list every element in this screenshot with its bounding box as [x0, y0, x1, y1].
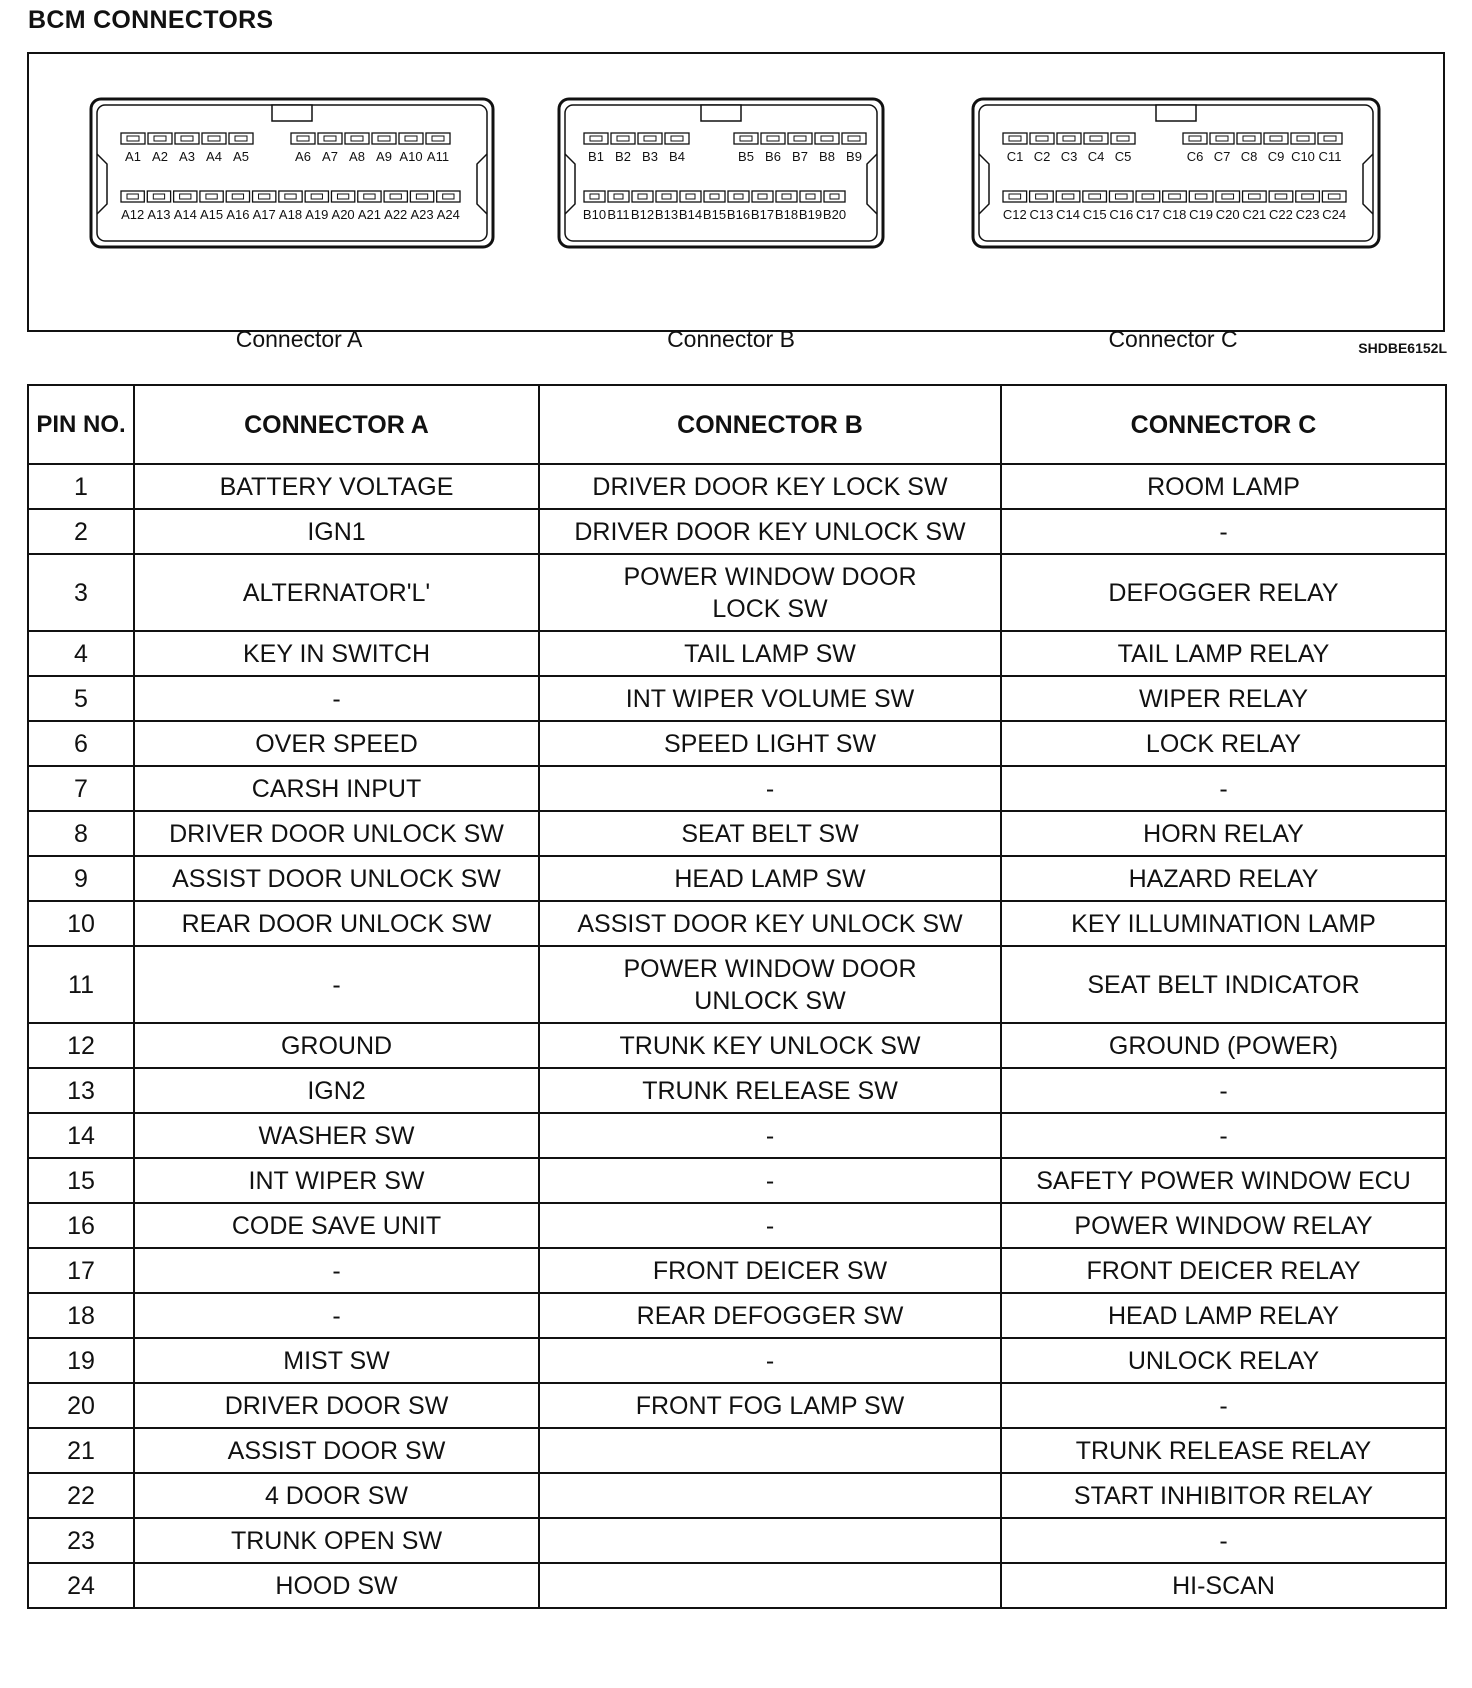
table-row [28, 631, 1446, 676]
table-header-row [28, 385, 1446, 464]
connector-a-pin-label: A17 [252, 207, 276, 222]
connector-c-pin-label: C10 [1291, 149, 1315, 164]
connector-c-pin-cavity [1322, 191, 1346, 202]
connector-c-pin-cavity [1189, 191, 1213, 202]
connector-a-pin-label: A23 [410, 207, 434, 222]
connector-b-pin-cavity [752, 191, 773, 202]
connector-b-pin-cavity [638, 133, 662, 144]
connector-c-pin-label: C13 [1029, 207, 1054, 222]
connector-b-pin-cavity [728, 191, 749, 202]
connector-a-pin-cavity [200, 191, 223, 202]
connector-c-pin-label: C6 [1186, 149, 1204, 164]
connector-b-pin-label: B13 [654, 207, 679, 222]
connector-c-cell: TAIL LAMP RELAY [1001, 631, 1446, 676]
connector-b-pin-label: B1 [588, 149, 604, 164]
connector-c-pin-label: C7 [1213, 149, 1231, 164]
connector-a-pin-cavity [147, 191, 170, 202]
connector-c-pin-cavity [1109, 191, 1133, 202]
connector-b-cell: ASSIST DOOR KEY UNLOCK SW [539, 901, 1001, 946]
connector-a-left-key [97, 154, 107, 214]
connector-b-cell: - [539, 1338, 1001, 1383]
connector-c-pin-cavity [1084, 133, 1108, 144]
table-row [28, 509, 1446, 554]
connector-a-pin-cavity [305, 191, 328, 202]
connector-c-pin-cavity [1003, 133, 1027, 144]
connector-a-cell: DRIVER DOOR UNLOCK SW [134, 811, 539, 856]
connector-c-cell: GROUND (POWER) [1001, 1023, 1446, 1068]
table-row [28, 676, 1446, 721]
pin-cell: 19 [28, 1338, 134, 1383]
connector-c-pin-label: C12 [1002, 207, 1027, 222]
header-connector-a: CONNECTOR A [134, 385, 539, 464]
pin-cell: 24 [28, 1563, 134, 1608]
connector-c-pin-cavity [1269, 191, 1293, 202]
connector-c-cell: HORN RELAY [1001, 811, 1446, 856]
table-row [28, 811, 1446, 856]
connector-c-pin-cavity [1183, 133, 1207, 144]
connector-a-pin-label: A19 [305, 207, 329, 222]
figure-code: SHDBE6152L [1358, 340, 1447, 356]
connector-b-pin-label: B3 [642, 149, 658, 164]
connector-b-pin-cavity [800, 191, 821, 202]
connector-a-pin-label: A10 [399, 149, 423, 164]
connector-a-cell: CODE SAVE UNIT [134, 1203, 539, 1248]
connector-c-cell: UNLOCK RELAY [1001, 1338, 1446, 1383]
connector-a-pin-label: A13 [147, 207, 171, 222]
connector-c-pin-cavity [1210, 133, 1234, 144]
table-row [28, 1383, 1446, 1428]
connector-b-pin-label: B11 [607, 207, 630, 222]
connector-b-cell: FRONT FOG LAMP SW [539, 1383, 1001, 1428]
connector-a-cell: TRUNK OPEN SW [134, 1518, 539, 1563]
connector-a-cell: 4 DOOR SW [134, 1473, 539, 1518]
connector-b-pin-cavity [656, 191, 677, 202]
pin-cell: 22 [28, 1473, 134, 1518]
pin-cell: 2 [28, 509, 134, 554]
connector-c-pin-label: C1 [1006, 149, 1024, 164]
connector-c-pin-label: C24 [1322, 207, 1347, 222]
connector-c-pin-label: C11 [1318, 149, 1342, 164]
connector-b-cell: POWER WINDOW DOOR UNLOCK SW [539, 946, 1001, 1023]
connector-b-pin-label: B20 [822, 207, 847, 222]
pin-cell: 21 [28, 1428, 134, 1473]
connector-c-cell: - [1001, 766, 1446, 811]
connector-a-cell: GROUND [134, 1023, 539, 1068]
connector-a-cell: - [134, 676, 539, 721]
table-row [28, 766, 1446, 811]
connector-a-pin-label: A8 [349, 149, 365, 164]
connector-c-cell: HI-SCAN [1001, 1563, 1446, 1608]
table-row [28, 1338, 1446, 1383]
connector-a-pin-label: A16 [226, 207, 250, 222]
connector-c-right-key [1363, 154, 1373, 214]
connector-b-cell: TAIL LAMP SW [539, 631, 1001, 676]
connector-c-pin-label: C2 [1033, 149, 1051, 164]
connector-a-cell: HOOD SW [134, 1563, 539, 1608]
connector-c-pin-label: C16 [1109, 207, 1134, 222]
connector-a-pin-cavity [372, 133, 396, 144]
connector-a-pin-cavity [384, 191, 407, 202]
connector-b-pin-label: B8 [819, 149, 835, 164]
connector-b-pin-label: B10 [582, 207, 607, 222]
connector-b-pin-cavity [608, 191, 629, 202]
connector-a-pin-label: A18 [278, 207, 303, 222]
connector-a-cell: MIST SW [134, 1338, 539, 1383]
connector-a-cell: OVER SPEED [134, 721, 539, 766]
connector-b-pin-label: B17 [750, 207, 775, 222]
connector-a-pin-cavity [253, 191, 276, 202]
connector-c-latch [1156, 105, 1196, 121]
connector-c-cell: FRONT DEICER RELAY [1001, 1248, 1446, 1293]
table-row [28, 721, 1446, 766]
connector-c-pin-cavity [1030, 133, 1054, 144]
connector-a-pin-label: A12 [121, 207, 145, 222]
connector-b-pin-cavity [584, 133, 608, 144]
connector-b-pin-cavity [761, 133, 785, 144]
connector-a-label: Connector A [235, 326, 363, 352]
connector-c-pin-label: C5 [1114, 149, 1132, 164]
pin-cell: 17 [28, 1248, 134, 1293]
connector-a-right-key [477, 154, 487, 214]
connector-a-pin-cavity [148, 133, 172, 144]
connector-b-cell: FRONT DEICER SW [539, 1248, 1001, 1293]
connector-c-pin-cavity [1136, 191, 1160, 202]
connector-a-pin-label: A4 [206, 149, 222, 164]
connector-b-cell: POWER WINDOW DOOR LOCK SW [539, 554, 1001, 631]
pin-cell: 20 [28, 1383, 134, 1428]
connector-b-pin-label: B6 [765, 149, 781, 164]
table-row [28, 946, 1446, 1023]
connector-c-pin-label: C8 [1240, 149, 1258, 164]
connector-b-pin-cavity [611, 133, 635, 144]
pin-cell: 16 [28, 1203, 134, 1248]
connector-c-pin-label: C3 [1060, 149, 1078, 164]
connector-a-pin-cavity [291, 133, 315, 144]
connector-a-pin-label: A14 [173, 207, 197, 222]
connector-b-pin-cavity [776, 191, 797, 202]
connector-c-pin-cavity [1163, 191, 1187, 202]
connector-a-pin-label: A2 [152, 149, 168, 164]
pin-cell: 15 [28, 1158, 134, 1203]
connector-b-pin-cavity [704, 191, 725, 202]
connector-a-pin-cavity [121, 191, 144, 202]
connector-a-cell: - [134, 1293, 539, 1338]
connector-a-pin-cavity [318, 133, 342, 144]
connector-b-cell: - [539, 766, 1001, 811]
connector-b-right-key [867, 154, 877, 214]
connector-c-pin-cavity [1003, 191, 1027, 202]
connector-b-cell: SEAT BELT SW [539, 811, 1001, 856]
connector-a-cell: KEY IN SWITCH [134, 631, 539, 676]
connector-c-cell: WIPER RELAY [1001, 676, 1446, 721]
connector-c-pin-cavity [1111, 133, 1135, 144]
connector-c-cell: POWER WINDOW RELAY [1001, 1203, 1446, 1248]
pin-cell: 10 [28, 901, 134, 946]
connector-a-pin-label: A5 [233, 149, 249, 164]
connector-c-left-key [979, 154, 989, 214]
connector-a-cell: WASHER SW [134, 1113, 539, 1158]
table-row [28, 1473, 1446, 1518]
table-row [28, 1518, 1446, 1563]
connector-a-cell: INT WIPER SW [134, 1158, 539, 1203]
table-row [28, 1563, 1446, 1608]
connector-c-cell: LOCK RELAY [1001, 721, 1446, 766]
connector-a-pin-label: A1 [125, 149, 141, 164]
connector-a-cell: DRIVER DOOR SW [134, 1383, 539, 1428]
connector-a-pin-cavity [226, 191, 249, 202]
pin-cell: 11 [28, 946, 134, 1023]
table-row [28, 1428, 1446, 1473]
connector-c-pin-label: C23 [1295, 207, 1320, 222]
connector-b-pin-cavity [815, 133, 839, 144]
connector-a-pin-label: A9 [376, 149, 392, 164]
connector-c-pin-label: C14 [1056, 207, 1080, 222]
connector-c-pin-cavity [1291, 133, 1315, 144]
connector-a-cell: REAR DOOR UNLOCK SW [134, 901, 539, 946]
connector-b-cell: HEAD LAMP SW [539, 856, 1001, 901]
connector-c-label: Connector C [1108, 326, 1238, 352]
connector-a-pin-label: A6 [295, 149, 311, 164]
pin-cell: 14 [28, 1113, 134, 1158]
connector-b-cell [539, 1518, 1001, 1563]
table-row [28, 554, 1446, 631]
connector-c-pin-cavity [1056, 191, 1080, 202]
connector-a-pin-cavity [358, 191, 381, 202]
connector-c-pin-cavity [1243, 191, 1267, 202]
connector-c-cell: - [1001, 509, 1446, 554]
connector-b-pin-label: B2 [615, 149, 631, 164]
pin-cell: 3 [28, 554, 134, 631]
connector-b-pin-label: B18 [774, 207, 799, 222]
connector-c-pin-cavity [1237, 133, 1261, 144]
connector-a-pin-cavity [410, 191, 433, 202]
connector-b-pin-label: B19 [798, 207, 823, 222]
connector-b-pin-label: B14 [678, 207, 703, 222]
connector-b-pin-cavity [788, 133, 812, 144]
connector-b-cell: - [539, 1158, 1001, 1203]
connector-c-pin-label: C17 [1135, 207, 1160, 222]
connector-c-pin-cavity [1216, 191, 1240, 202]
header-connector-c: CONNECTOR C [1001, 385, 1446, 464]
pin-cell: 18 [28, 1293, 134, 1338]
connector-b-cell: TRUNK KEY UNLOCK SW [539, 1023, 1001, 1068]
connector-b-cell: REAR DEFOGGER SW [539, 1293, 1001, 1338]
pin-table [27, 384, 1447, 1609]
connector-a-cell: ASSIST DOOR UNLOCK SW [134, 856, 539, 901]
connector-b-pin-cavity [632, 191, 653, 202]
connector-c-pin-cavity [1030, 191, 1054, 202]
table-row [28, 1203, 1446, 1248]
connector-a-pin-cavity [229, 133, 253, 144]
connector-c-cell: - [1001, 1068, 1446, 1113]
connector-a-cell: BATTERY VOLTAGE [134, 464, 539, 509]
connector-a-cell: ASSIST DOOR SW [134, 1428, 539, 1473]
connector-b-pin-label: B15 [702, 207, 727, 222]
page-title: BCM CONNECTORS [28, 6, 274, 34]
pin-cell: 4 [28, 631, 134, 676]
connector-a-latch [272, 105, 312, 121]
connector-b-cell: DRIVER DOOR KEY LOCK SW [539, 464, 1001, 509]
connector-a-pin-cavity [399, 133, 423, 144]
connector-a-pin-label: A11 [426, 149, 450, 164]
pin-cell: 7 [28, 766, 134, 811]
pin-cell: 6 [28, 721, 134, 766]
connector-a-pin-label: A15 [200, 207, 224, 222]
connector-b-pin-label: B4 [669, 149, 685, 164]
pin-cell: 23 [28, 1518, 134, 1563]
connector-c-pin-label: C15 [1082, 207, 1107, 222]
connector-c-cell: START INHIBITOR RELAY [1001, 1473, 1446, 1518]
connector-c-pin-label: C4 [1087, 149, 1105, 164]
connector-b-pin-label: B9 [846, 149, 862, 164]
connector-a-pin-label: A7 [322, 149, 338, 164]
pin-cell: 8 [28, 811, 134, 856]
table-row [28, 1068, 1446, 1113]
connector-b-label: Connector B [667, 326, 795, 352]
connector-c-cell: DEFOGGER RELAY [1001, 554, 1446, 631]
connector-b-cell: SPEED LIGHT SW [539, 721, 1001, 766]
connector-a-pin-label: A3 [179, 149, 195, 164]
connector-a-cell: - [134, 1248, 539, 1293]
table-row [28, 856, 1446, 901]
connector-b-cell: - [539, 1203, 1001, 1248]
connector-a-pin-cavity [345, 133, 369, 144]
connector-b-pin-cavity [680, 191, 701, 202]
connector-c-pin-label: C19 [1189, 207, 1214, 222]
connector-a-pin-label: A22 [384, 207, 408, 222]
connector-a-pin-cavity [279, 191, 302, 202]
pin-cell: 9 [28, 856, 134, 901]
connector-a-pin-cavity [121, 133, 145, 144]
table-row [28, 1248, 1446, 1293]
connector-a-pin-cavity [202, 133, 226, 144]
connector-b-cell [539, 1473, 1001, 1518]
connector-b-cell [539, 1563, 1001, 1608]
connector-a-pin-label: A21 [357, 207, 381, 222]
pin-table-body [28, 464, 1446, 1608]
connector-c-pin-cavity [1083, 191, 1107, 202]
connector-a-pin-label: A24 [436, 207, 460, 222]
header-connector-b: CONNECTOR B [539, 385, 1001, 464]
connector-a-pin-cavity [174, 191, 197, 202]
connector-a-cell: IGN1 [134, 509, 539, 554]
pin-cell: 12 [28, 1023, 134, 1068]
connector-c-cell: - [1001, 1518, 1446, 1563]
connector-a-cell: ALTERNATOR'L' [134, 554, 539, 631]
pin-cell: 5 [28, 676, 134, 721]
connector-a-cell: IGN2 [134, 1068, 539, 1113]
connector-b-pin-cavity [584, 191, 605, 202]
connector-c-cell: - [1001, 1113, 1446, 1158]
connector-b-latch [701, 105, 741, 121]
connector-c-cell: TRUNK RELEASE RELAY [1001, 1428, 1446, 1473]
connector-c-cell: SAFETY POWER WINDOW ECU [1001, 1158, 1446, 1203]
connector-b-cell: INT WIPER VOLUME SW [539, 676, 1001, 721]
connector-a-cell: - [134, 946, 539, 1023]
pin-cell: 1 [28, 464, 134, 509]
connector-b-cell: - [539, 1113, 1001, 1158]
connector-b-pin-cavity [665, 133, 689, 144]
connector-a-cell: CARSH INPUT [134, 766, 539, 811]
connector-b-pin-label: B5 [738, 149, 754, 164]
connector-c-pin-cavity [1318, 133, 1342, 144]
table-row [28, 1158, 1446, 1203]
connector-b-left-key [565, 154, 575, 214]
connector-b-cell: DRIVER DOOR KEY UNLOCK SW [539, 509, 1001, 554]
connector-b-pin-label: B7 [792, 149, 808, 164]
connector-c-pin-cavity [1057, 133, 1081, 144]
connector-b-pin-label: B12 [630, 207, 655, 222]
connector-c-pin-label: C9 [1267, 149, 1285, 164]
table-row [28, 1113, 1446, 1158]
table-row [28, 464, 1446, 509]
connector-b-cell [539, 1428, 1001, 1473]
table-row [28, 1293, 1446, 1338]
connector-a-pin-cavity [426, 133, 450, 144]
connector-c-pin-label: C20 [1215, 207, 1240, 222]
connector-b-pin-cavity [824, 191, 845, 202]
connector-diagram-svg [29, 54, 1443, 330]
connector-b-cell: TRUNK RELEASE SW [539, 1068, 1001, 1113]
header-pin-no: PIN NO. [28, 385, 134, 464]
connector-b-pin-cavity [734, 133, 758, 144]
connector-c-pin-cavity [1264, 133, 1288, 144]
connector-a-pin-cavity [175, 133, 199, 144]
connector-c-cell: SEAT BELT INDICATOR [1001, 946, 1446, 1023]
connector-a-pin-label: A20 [331, 207, 355, 222]
connector-a-pin-cavity [331, 191, 354, 202]
connector-c-pin-cavity [1296, 191, 1320, 202]
connector-c-cell: HAZARD RELAY [1001, 856, 1446, 901]
connector-a-pin-cavity [437, 191, 460, 202]
connector-c-pin-label: C18 [1162, 207, 1187, 222]
connector-c-cell: - [1001, 1383, 1446, 1428]
connector-c-cell: KEY ILLUMINATION LAMP [1001, 901, 1446, 946]
connector-c-pin-label: C21 [1242, 207, 1267, 222]
connector-c-cell: ROOM LAMP [1001, 464, 1446, 509]
connector-c-cell: HEAD LAMP RELAY [1001, 1293, 1446, 1338]
pin-cell: 13 [28, 1068, 134, 1113]
connector-b-pin-label: B16 [726, 207, 751, 222]
connector-b-pin-cavity [842, 133, 866, 144]
table-row [28, 901, 1446, 946]
table-row [28, 1023, 1446, 1068]
connector-c-pin-label: C22 [1269, 207, 1293, 222]
